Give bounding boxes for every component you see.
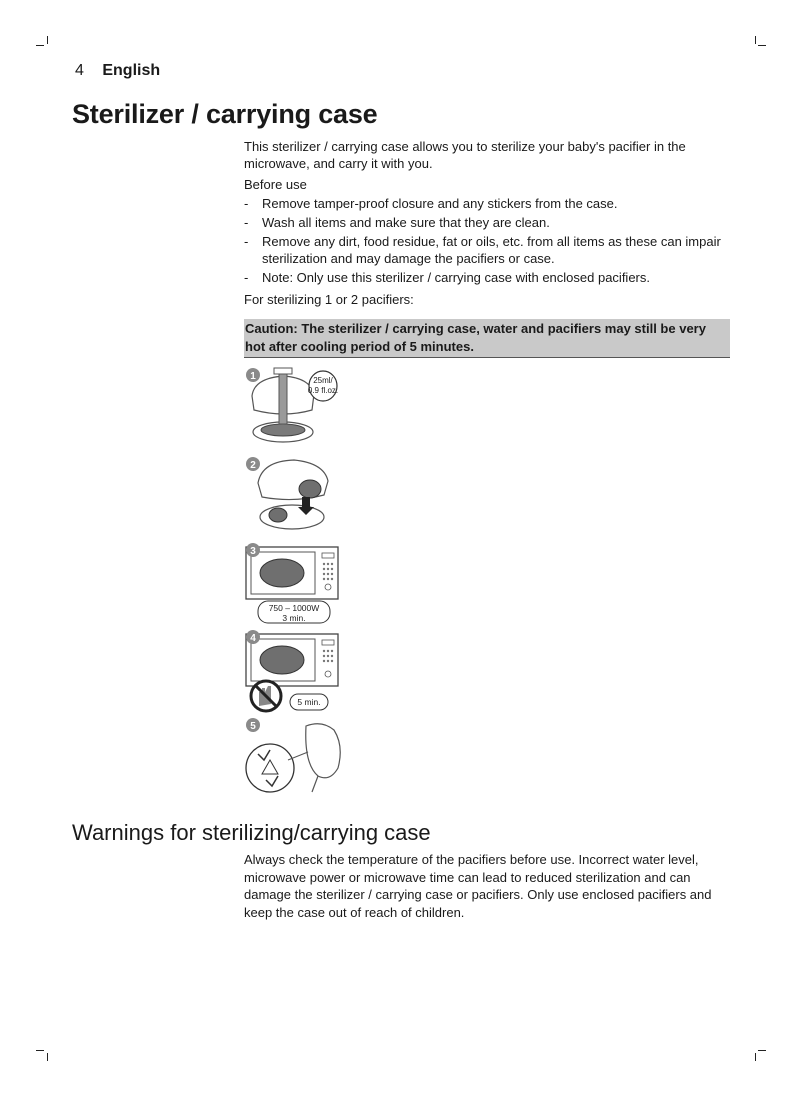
crop-mark [758, 45, 766, 46]
sterilizing-label: For sterilizing 1 or 2 pacifiers: [244, 292, 414, 307]
language-label: English [102, 62, 161, 79]
microwave-display [322, 640, 334, 645]
step-2-illustration [244, 455, 344, 535]
step-number: 3 [250, 546, 256, 557]
step-3-illustration [244, 543, 344, 625]
list-item: - Note: Only use this sterilizer / carrying case with enclosed pacifiers. [244, 270, 650, 285]
intro-paragraph: This sterilizer / carrying case allows you to sterilize your baby's pacifier in the microwave, and carry it with you. [244, 139, 686, 171]
step-number: 2 [250, 460, 256, 471]
crop-mark [36, 45, 44, 46]
pacifier [299, 480, 321, 498]
tap [274, 368, 292, 374]
dial-icon [325, 584, 331, 590]
caution-box: Caution: The sterilizer / carrying case, water and pacifiers may still be very hot after cooling period of 5 minutes. [244, 319, 730, 358]
power-label: 750 – 1000W [268, 603, 320, 613]
crop-mark [755, 36, 756, 44]
water-amount-label: 25ml/ [313, 376, 333, 385]
crop-mark [47, 1053, 48, 1061]
cooling-time-label: 5 min. [297, 697, 321, 707]
crop-mark [758, 1050, 766, 1051]
case-carry [306, 724, 341, 778]
case-in-microwave [260, 646, 304, 674]
crop-mark [36, 1050, 44, 1051]
step-5-illustration [244, 716, 346, 798]
crop-mark [755, 1053, 756, 1061]
warnings-paragraph: Always check the temperature of the pacifiers before use. Incorrect water level, microwave power or microwave time can lead to reduced sterilization and can damage the sterilizer / carrying case or pacifiers. Only use enclosed pacifiers and keep the case out of reach of children. [244, 852, 712, 920]
warnings-title: Warnings for sterilizing/carrying case [72, 820, 431, 845]
microwave-display [322, 553, 334, 558]
step-number: 5 [250, 721, 256, 732]
page-number: 4 [75, 62, 84, 79]
step-number: 4 [250, 633, 256, 644]
crop-mark [47, 36, 48, 44]
water-amount-label: 0.9 fl.oz. [307, 386, 339, 395]
step-number: 1 [250, 371, 256, 382]
water [261, 424, 305, 436]
dial-icon [325, 671, 331, 677]
carry-strap [312, 776, 318, 792]
list-item: - Wash all items and make sure that they are clean. [244, 215, 550, 230]
case-in-microwave [260, 559, 304, 587]
list-item: - Remove any dirt, food residue, fat or oils, etc. from all items as these can impair sterilization and may damage the pacifiers or case. [244, 234, 721, 266]
before-use-list [244, 195, 732, 288]
page-header [75, 62, 160, 80]
list-item: - Remove tamper-proof closure and any stickers from the case. [244, 196, 618, 211]
before-use-label: Before use [244, 177, 307, 192]
step-4-illustration [244, 630, 344, 714]
page-title: Sterilizer / carrying case [72, 99, 378, 129]
time-label: 3 min. [282, 613, 306, 623]
water-stream [279, 370, 287, 424]
pacifier [269, 508, 287, 522]
step-1-illustration [244, 366, 344, 448]
